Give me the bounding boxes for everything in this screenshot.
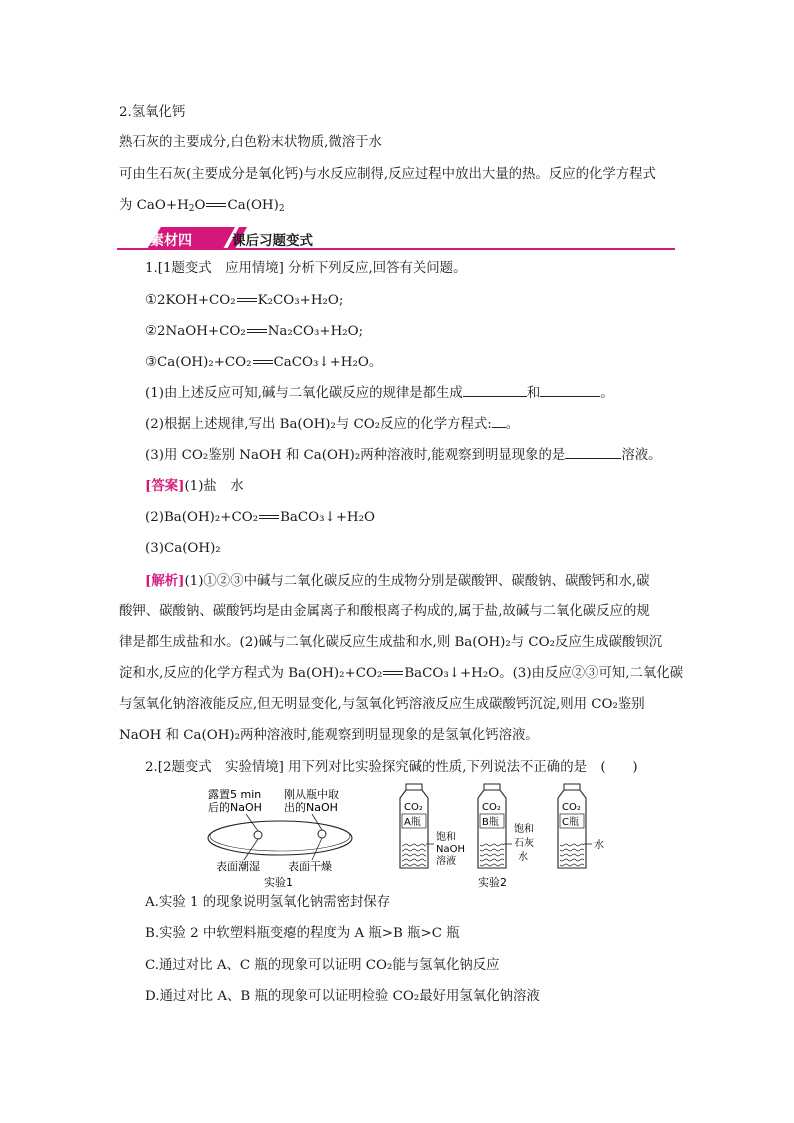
equation-line: 为 $CaO+H_2O$ $Ca(OH)_2$ <box>119 198 285 214</box>
explanation-line: [解析](1)①②③中碱与二氧化碳反应的生成物分别是碳酸钾、碳酸钠、碳酸钙和水,碳 <box>145 573 650 589</box>
solution-label: 石灰 <box>514 838 534 849</box>
sub-question-3: (3)用 CO₂鉴别 NaOH 和 Ca(OH)₂两种溶液时,能观察到明显现象的是 溶液。 <box>145 448 662 463</box>
solution-label: 溶液 <box>436 856 456 867</box>
co2-label: CO₂ <box>404 802 423 813</box>
bottle-label: A瓶 <box>404 817 421 828</box>
section-title: 2.氢氧化钙 <box>119 105 186 120</box>
fig-label: 刚从瓶中取 <box>284 788 339 801</box>
explanation-line: 酸钾、碳酸钠、碳酸钙均是由金属离子和酸根离子构成的,属于盐,故碱与二氧化碳反应的规 <box>119 604 650 619</box>
question-stem: 1.[1题变式 应用情境] 分析下列反应,回答有关问题。 <box>145 261 467 276</box>
dry-pellet <box>318 830 326 838</box>
solution-label: NaOH <box>436 844 465 855</box>
answer-line: (2)Ba(OH)₂+CO₂ BaCO₃↓+H₂O <box>145 510 375 525</box>
question-stem: 2.[2题变式 实验情境] 用下列对比实验探究碱的性质,下列说法不正确的是 ( ) <box>145 760 638 775</box>
co2-label: CO₂ <box>562 802 581 813</box>
reaction-1: ①2KOH+CO₂ K₂CO₃+H₂O; <box>145 293 344 308</box>
fig-label: 出的NaOH <box>284 801 338 814</box>
moist-pellet <box>254 831 262 839</box>
explanation-line: 律是都生成盐和水。(2)碱与二氧化碳反应生成盐和水,则 Ba(OH)₂与 CO₂反应生成碳酸钡沉 <box>119 635 663 650</box>
solution-label: 饱和 <box>436 832 456 843</box>
fig-caption: 实验1 <box>264 876 293 889</box>
fig-caption: 实验2 <box>478 876 507 889</box>
banner-title: 课后习题变式 <box>232 233 313 249</box>
sub-question-1: (1)由上述反应可知,碱与二氧化碳反应的规律是都生成 和 。 <box>145 386 614 401</box>
explanation-tag: [解析] <box>145 573 185 589</box>
option-a: A.实验 1 的现象说明氢氧化钠需密封保存 <box>145 895 391 910</box>
explanation-line: 与氢氧化钠溶液能反应,但无明显变化,与氢氧化钙溶液反应生成碳酸钙沉淀,则用 CO₂鉴别 <box>119 697 645 712</box>
section-banner <box>117 227 675 251</box>
experiment-2-figure <box>396 782 616 890</box>
bottle-b <box>478 784 534 868</box>
option-b: B.实验 2 中软塑料瓶变瘪的程度为 A 瓶>B 瓶>C 瓶 <box>145 926 460 941</box>
fig-label: 表面干燥 <box>288 860 332 873</box>
fig-label: 表面潮湿 <box>216 860 260 873</box>
fig-label: 露置5 min <box>208 788 262 801</box>
explanation-line: NaOH 和 Ca(OH)₂两种溶液时,能观察到明显现象的是氢氧化钙溶液。 <box>119 728 539 743</box>
paragraph: 熟石灰的主要成分,白色粉末状物质,微溶于水 <box>119 135 382 150</box>
bottle-a <box>400 784 465 868</box>
banner-tag: 素材四 <box>150 233 192 249</box>
paragraph: 可由生石灰(主要成分是氧化钙)与水反应制得,反应过程中放出大量的热。反应的化学方程式 <box>119 167 656 182</box>
bottle-label: B瓶 <box>482 817 499 828</box>
sub-question-2: (2)根据上述规律,写出 Ba(OH)₂与 CO₂反应的化学方程式: 。 <box>145 417 520 432</box>
experiment-1-figure <box>196 786 366 890</box>
bottle-label: C瓶 <box>562 817 579 828</box>
explanation-line: 淀和水,反应的化学方程式为 Ba(OH)₂+CO₂ BaCO₃↓+H₂O。(3)由反应②③可知,二氧化碳 <box>119 666 684 681</box>
solution-label: 水 <box>518 852 528 863</box>
reaction-3: ③Ca(OH)₂+CO₂ CaCO₃↓+H₂O。 <box>145 355 383 370</box>
solution-label: 水 <box>594 840 604 851</box>
answer-line: [答案](1)盐 水 <box>145 478 244 494</box>
co2-label: CO₂ <box>482 802 501 813</box>
answer-tag: [答案] <box>145 478 185 494</box>
solution-label: 饱和 <box>514 824 534 835</box>
reaction-2: ②2NaOH+CO₂ Na₂CO₃+H₂O; <box>145 324 364 339</box>
option-c: C.通过对比 A、C 瓶的现象可以证明 CO₂能与氢氧化钠反应 <box>145 958 500 973</box>
fig-label: 后的NaOH <box>208 801 262 814</box>
option-d: D.通过对比 A、B 瓶的现象可以证明检验 CO₂最好用氢氧化钠溶液 <box>145 989 540 1004</box>
bottle-c <box>558 784 604 868</box>
answer-line: (3)Ca(OH)₂ <box>145 541 221 556</box>
